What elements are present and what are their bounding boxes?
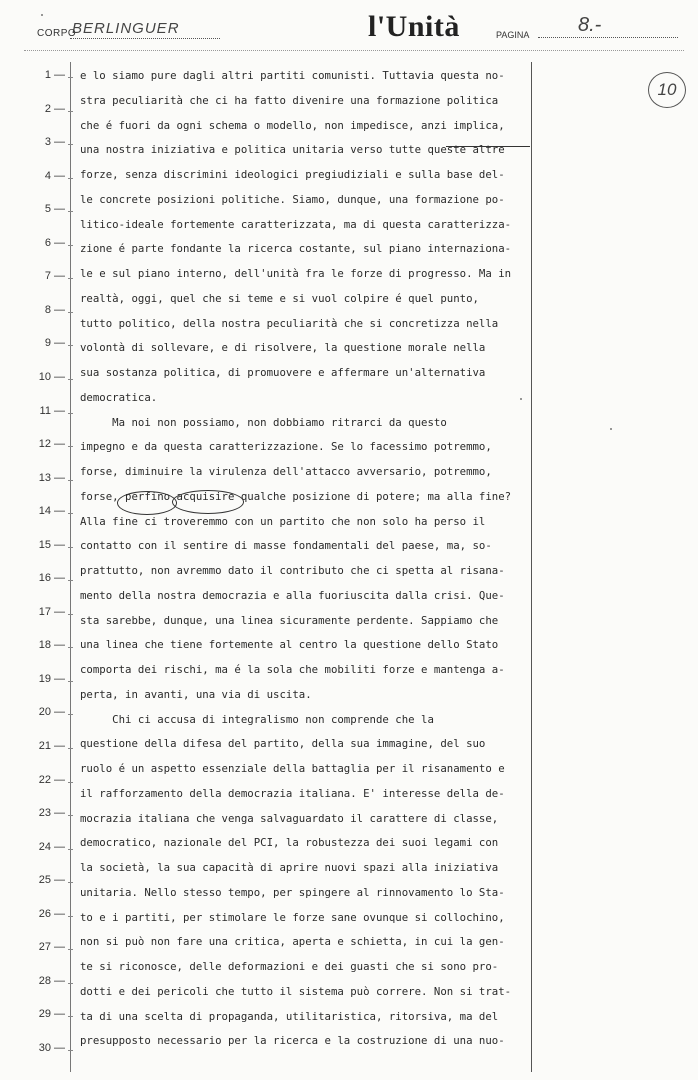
- line-number: 23 —: [38, 807, 65, 820]
- text-line: una linea che tiene fortemente al centro la questione dello Stato: [80, 638, 499, 652]
- text-line: comporta dei rischi, ma é la sola che mobiliti forze e mantenga a-: [80, 663, 505, 676]
- header-divider: [24, 50, 684, 51]
- margin-tick: [68, 245, 73, 246]
- margin-tick: [68, 77, 73, 78]
- line-number: 25 —: [38, 874, 65, 887]
- text-line: dotti e dei pericoli che tutto il sistema può correre. Non si trat-: [80, 984, 512, 998]
- line-number: 11 —: [39, 404, 65, 417]
- line-number: 29 —: [38, 1008, 65, 1021]
- text-line: unitaria. Nello stesso tempo, per spingere al rinnovamento lo Sta-: [80, 885, 505, 899]
- margin-tick: [68, 815, 73, 816]
- circled-page-annotation: 10: [648, 72, 686, 108]
- margin-tick: [68, 178, 73, 179]
- text-line: che é fuori da ogni schema o modello, non impedisce, anzi implica,: [80, 118, 505, 132]
- text-line: la società, la sua capacità di aprire nuovi spazi alla iniziativa: [80, 861, 499, 874]
- margin-tick: [68, 782, 73, 783]
- text-line: Alla fine ci troveremmo con un partito che non solo ha perso il: [80, 514, 486, 528]
- line-number: 22 —: [38, 773, 65, 786]
- line-number: 10 —: [38, 370, 65, 383]
- line-number: 27 —: [38, 941, 65, 954]
- text-line: contatto con il sentire di masse fondamentali del paese, ma, so-: [80, 539, 492, 553]
- text-line: presupposto necessario per la ricerca e la costruzione di una nuo-: [80, 1034, 505, 1048]
- line-number: 15 —: [38, 538, 65, 551]
- speck: [610, 428, 612, 430]
- pagina-label: PAGINA: [496, 30, 530, 40]
- text-line: sta sarebbe, dunque, una linea sicuramente perdente. Sappiamo che: [80, 613, 499, 627]
- speck: [41, 14, 43, 16]
- text-line: mento della nostra democrazia e alla fuoriuscita dalla crisi. Que-: [80, 588, 505, 602]
- margin-tick: [68, 480, 73, 481]
- text-line: sua sostanza politica, di promuovere e affermare un'alternativa: [80, 366, 486, 379]
- line-number: 26 —: [38, 907, 65, 920]
- text-line: litico-ideale fortemente caratterizzata, ma di questa caratterizza-: [80, 217, 512, 231]
- line-number: 28 —: [38, 974, 65, 987]
- margin-tick: [68, 111, 73, 112]
- handwritten-oval-acquisire: [172, 490, 244, 514]
- margin-tick: [68, 446, 73, 447]
- line-number: 4 —: [44, 169, 65, 182]
- margin-tick: [68, 278, 73, 279]
- text-line: le concrete posizioni politiche. Siamo, dunque, una formazione po-: [80, 192, 505, 206]
- text-line: ruolo é un aspetto essenziale della battaglia per il risanamento e: [80, 762, 505, 775]
- line-number: 24 —: [38, 840, 65, 853]
- margin-tick: [68, 379, 73, 380]
- text-line: forze, senza discrimini ideologici pregiudiziali e sulla base del-: [80, 168, 505, 181]
- text-line: una nostra iniziativa e politica unitaria verso tutte queste altre: [80, 143, 505, 157]
- text-line: zione é parte fondante la ricerca costante, sul piano internaziona-: [80, 242, 512, 256]
- text-line: impegno e da questa caratterizzazione. Se lo facessimo potremmo,: [80, 440, 492, 454]
- text-line: te si riconosce, delle deformazioni e dei guasti che si sono pro-: [80, 960, 499, 973]
- margin-tick: [68, 916, 73, 917]
- line-number: 6 —: [44, 236, 65, 249]
- pagina-handwritten-value: 8.-: [578, 14, 602, 36]
- text-line: tutto politico, della nostra peculiarità che si concretizza nella: [80, 316, 499, 330]
- margin-tick: [68, 714, 73, 715]
- line-number: 2 —: [44, 102, 65, 115]
- text-line: volontà di sollevare, e di risolvere, la questione morale nella: [80, 341, 486, 355]
- text-line: e lo siamo pure dagli altri partiti comunisti. Tuttavia questa no-: [80, 69, 505, 82]
- line-number: 19 —: [38, 672, 65, 685]
- text-line: Chi ci accusa di integralismo non comprende che la: [80, 712, 434, 726]
- margin-tick: [68, 547, 73, 548]
- text-line: democratico, nazionale del PCI, la robustezza dei suoi legami con: [80, 836, 499, 850]
- margin-tick: [68, 681, 73, 682]
- margin-tick: [68, 849, 73, 850]
- margin-tick: [68, 882, 73, 883]
- margin-tick: [68, 748, 73, 749]
- line-number: 14 —: [38, 505, 65, 518]
- line-number: 20 —: [38, 706, 65, 719]
- text-line: democratica.: [80, 390, 158, 404]
- text-line: Ma noi non possiamo, non dobbiamo ritrarci da questo: [80, 415, 447, 429]
- speck: [520, 398, 522, 400]
- text-line: perta, in avanti, una via di uscita.: [80, 687, 312, 701]
- margin-tick: [68, 949, 73, 950]
- text-line: questione della difesa del partito, della sua immagine, del suo: [80, 737, 486, 751]
- text-line: mocrazia italiana che venga salvaguardato il carattere di classe,: [80, 811, 499, 825]
- corpo-label: CORPO: [37, 28, 77, 39]
- line-number: 12 —: [38, 438, 65, 451]
- line-number: 16 —: [38, 572, 65, 585]
- handwritten-oval-perfino: [117, 491, 177, 515]
- text-line: forse, diminuire la virulenza dell'attacco avversario, potremmo,: [80, 465, 492, 478]
- margin-tick: [68, 345, 73, 346]
- handwritten-underline: [446, 146, 530, 147]
- text-line: ta di una scelta di propaganda, utilitaristica, ritorsiva, ma del: [80, 1009, 499, 1023]
- line-number: 5 —: [44, 203, 65, 216]
- text-line: le e sul piano interno, dell'unità fra le forze di progresso. Ma in: [80, 267, 512, 280]
- line-number: 9 —: [44, 337, 65, 350]
- margin-tick: [68, 1050, 73, 1051]
- margin-tick: [68, 413, 73, 414]
- line-number: 17 —: [38, 605, 65, 618]
- left-margin-rule: [70, 62, 71, 1072]
- margin-tick: [68, 312, 73, 313]
- margin-tick: [68, 647, 73, 648]
- line-number: 7 —: [44, 270, 65, 283]
- text-line: prattutto, non avremmo dato il contributo che ci spetta al risana-: [80, 564, 505, 577]
- margin-tick: [68, 144, 73, 145]
- line-number: 21 —: [38, 740, 65, 752]
- line-number: 8 —: [44, 303, 65, 316]
- text-line: stra peculiarità che ci ha fatto divenire una formazione politica: [80, 93, 499, 107]
- margin-tick: [68, 513, 73, 514]
- line-number: 30 —: [38, 1041, 65, 1054]
- corpo-dotted-line: [70, 38, 220, 39]
- text-line: forse, perfino acquisire qualche posizione di potere; ma alla fine?: [80, 489, 512, 503]
- margin-tick: [68, 1016, 73, 1017]
- pagina-dotted-line: [538, 37, 678, 38]
- newspaper-masthead: l'Unità: [368, 10, 460, 43]
- corpo-handwritten-value: BERLINGUER: [72, 20, 180, 37]
- line-number: 13 —: [38, 471, 65, 484]
- text-line: realtà, oggi, quel che si teme e si vuol colpire é quel punto,: [80, 291, 479, 305]
- margin-tick: [68, 983, 73, 984]
- text-line: to e i partiti, per stimolare le forze sane ovunque si collochino,: [80, 910, 505, 924]
- margin-tick: [68, 614, 73, 615]
- text-line: non si può non fare una critica, aperta e schietta, in cui la gen-: [80, 935, 505, 949]
- line-number: 3 —: [44, 136, 65, 149]
- text-line: il rafforzamento della democrazia italiana. E' interesse della de-: [80, 786, 505, 800]
- margin-tick: [68, 580, 73, 581]
- line-number: 18 —: [38, 639, 65, 652]
- margin-tick: [68, 211, 73, 212]
- line-number: 1 —: [44, 69, 65, 81]
